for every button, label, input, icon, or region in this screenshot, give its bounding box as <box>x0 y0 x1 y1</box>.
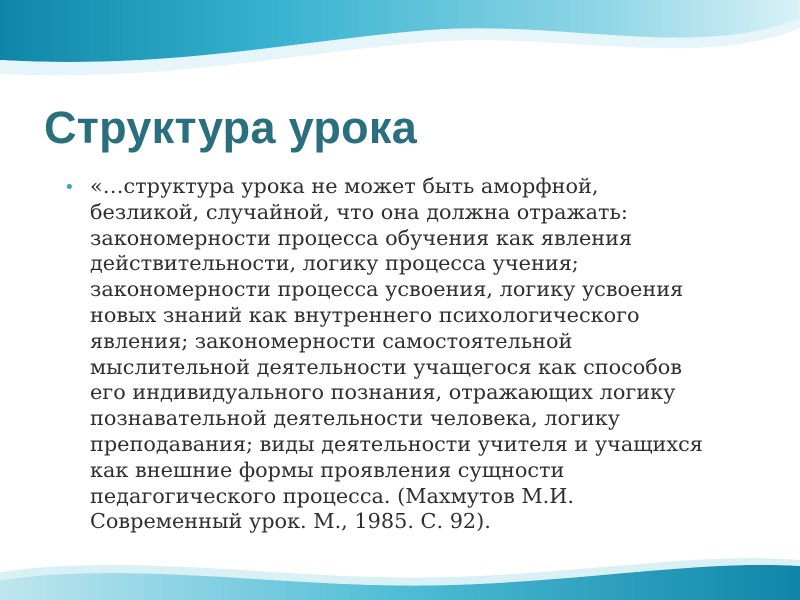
quote-line: его индивидуального познания, отражающих логику <box>90 380 676 405</box>
quote-line: закономерности процесса обучения как явления <box>90 225 633 250</box>
bullet-icon: • <box>64 177 75 198</box>
quote-line: познавательной деятельности человека, логику <box>90 406 621 431</box>
quote-line: закономерности процесса усвоения, логику усвоения <box>90 277 684 302</box>
body-list <box>62 174 734 535</box>
quote-line: новых знаний как внутреннего психологического <box>90 302 640 327</box>
quote-list-item <box>62 174 734 535</box>
quote-line: педагогического процесса. (Махмутов М.И. <box>90 483 575 508</box>
quote-line: преподавания; виды деятельности учителя и учащихся <box>90 431 703 456</box>
quote-line: явления; закономерности самостоятельной <box>90 328 573 353</box>
quote-line: мыслительной деятельности учащегося как способов <box>90 354 683 379</box>
slide-title: Структура урока <box>44 102 418 153</box>
quote-line: безликой, случайной, что она должна отражать: <box>90 199 628 224</box>
quote-line: Современный урок. М., 1985. С. 92). <box>90 509 491 534</box>
quote-line: «…структура урока не может быть аморфной, <box>90 174 599 198</box>
quote-line: как внешние формы проявления сущности <box>90 457 565 482</box>
quote-line: действительности, логику процесса учения; <box>90 251 579 276</box>
